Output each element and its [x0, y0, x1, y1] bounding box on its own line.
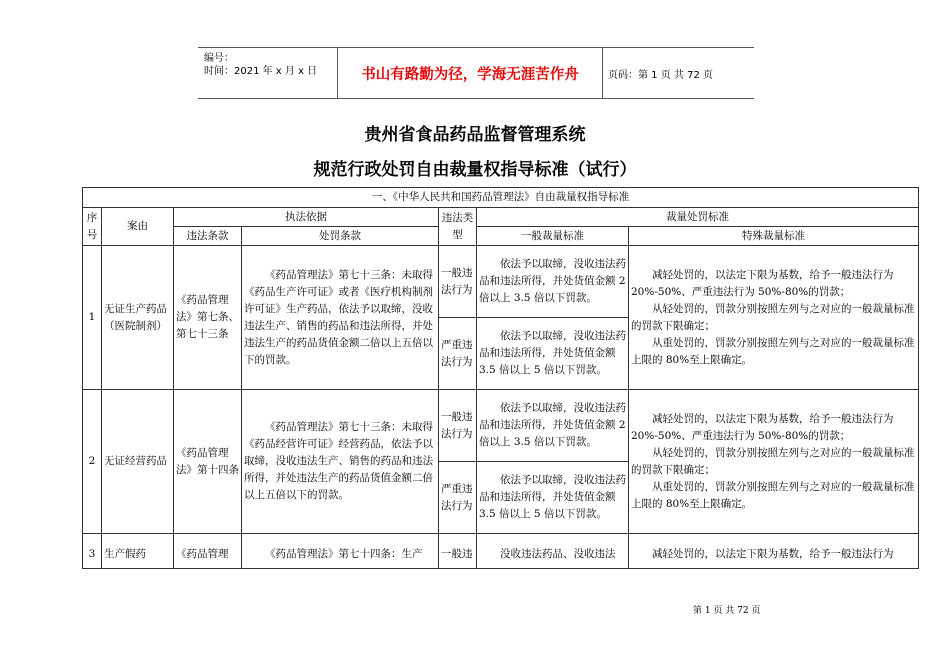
special-reduce: 减轻处罚的，以法定下限为基数，给予一般违法行为 20%-50%、严重违法行为 50%-80%的罚款；: [631, 412, 894, 442]
document-header: [198, 47, 754, 99]
page-footer: 第 1 页 共 72 页: [693, 606, 761, 616]
row-violation-type: 一般违法行为: [439, 246, 477, 318]
header-special-standard: 特殊裁量标准: [629, 227, 919, 246]
header-standard: 裁量处罚标准: [477, 208, 919, 227]
row-penalty-clause: 《药品管理法》第七十三条：未取得《药品生产许可证》或者《医疗机构制剂许可证》生产药品，依法予以取缔，没收违法生产、销售的药品和违法所得，并处违法生产的药品货值金额二倍以上五倍以下的罚款。: [242, 246, 439, 390]
header-page-info: 页码：第 1 页 共 72 页: [608, 69, 713, 81]
document-number-label: 编号：: [204, 53, 234, 64]
row-general-standard: 依法予以取缔，没收违法药品和违法所得，并处货值金额 2 倍以上 3.5 倍以下罚款。: [477, 246, 629, 318]
row-violation-type: 严重违法行为: [439, 318, 477, 390]
row-seq: 1: [83, 246, 102, 390]
row-violation-type: 严重违法行为: [439, 462, 477, 534]
document-date: 时间：2021 年 x 月 x 日: [204, 66, 318, 77]
header-violation-clause: 违法条款: [174, 227, 242, 246]
row-cause: 无证生产药品（医院制剂）: [102, 246, 174, 390]
row-cause: 生产假药: [102, 534, 174, 569]
header-general-standard: 一般裁量标准: [477, 227, 629, 246]
table-row: [83, 390, 919, 462]
row-special-standard: 减轻处罚的，以法定下限为基数，给予一般违法行为: [629, 534, 919, 569]
row-violation-type: 一般违法行为: [439, 390, 477, 462]
row-general-standard: 依法予以取缔，没收违法药品和违法所得，并处货值金额 3.5 倍以上 5 倍以下罚款。: [477, 462, 629, 534]
row-violation-type: 一般违: [439, 534, 477, 569]
header-meta: [198, 48, 338, 98]
header-penalty-clause: 处罚条款: [242, 227, 439, 246]
row-violation-clause: 《药品管理: [174, 534, 242, 569]
row-general-standard: 依法予以取缔，没收违法药品和违法所得，并处货值金额 2 倍以上 3.5 倍以下罚款。: [477, 390, 629, 462]
header-violation-type: 违法类型: [439, 208, 477, 246]
row-penalty-clause: 《药品管理法》第七十三条：未取得《药品经营许可证》经营药品，依法予以取缔，没收违法生产、销售的药品和违法所得，并处违法生产的药品货值金额二倍以上五倍以下的罚款。: [242, 390, 439, 534]
table-row: [83, 534, 919, 569]
special-lighter: 从轻处罚的，罚款分别按照左列与之对应的一般裁量标准的罚款下限确定；: [631, 302, 915, 332]
special-heavier: 从重处罚的，罚款分别按照左列与之对应的一般裁量标准上限的 80%至上限确定。: [631, 336, 915, 366]
header-cause: 案由: [102, 208, 174, 246]
row-cause: 无证经营药品: [102, 390, 174, 534]
row-general-standard: 依法予以取缔，没收违法药品和违法所得，并处货值金额 3.5 倍以上 5 倍以下罚款。: [477, 318, 629, 390]
row-seq: 3: [83, 534, 102, 569]
discretion-standard-table: [82, 187, 919, 569]
row-seq: 2: [83, 390, 102, 534]
row-violation-clause: 《药品管理法》第七条、第七十三条: [174, 246, 242, 390]
row-special-standard: [629, 390, 919, 534]
special-heavier: 从重处罚的，罚款分别按照左列与之对应的一般裁量标准上限的 80%至上限确定。: [631, 480, 915, 510]
header-basis: 执法依据: [174, 208, 439, 227]
document-title: 贵州省食品药品监督管理系统: [364, 125, 586, 145]
row-special-standard: [629, 246, 919, 390]
document-subtitle: 规范行政处罚自由裁量权指导标准（试行）: [313, 160, 637, 180]
row-general-standard: 没收违法药品、没收违法: [477, 534, 629, 569]
header-motto: 书山有路勤为径，学海无涯苦作舟: [338, 48, 603, 98]
row-penalty-clause: 《药品管理法》第七十四条：生产: [242, 534, 439, 569]
special-reduce: 减轻处罚的，以法定下限为基数，给予一般违法行为 20%-50%、严重违法行为 50%-80%的罚款；: [631, 268, 894, 298]
special-lighter: 从轻处罚的，罚款分别按照左列与之对应的一般裁量标准的罚款下限确定；: [631, 446, 915, 476]
table-row: [83, 246, 919, 318]
header-seq: 序号: [83, 208, 102, 246]
section-title: 一、《中华人民共和国药品管理法》自由裁量权指导标准: [83, 188, 919, 208]
row-violation-clause: 《药品管理法》第十四条: [174, 390, 242, 534]
